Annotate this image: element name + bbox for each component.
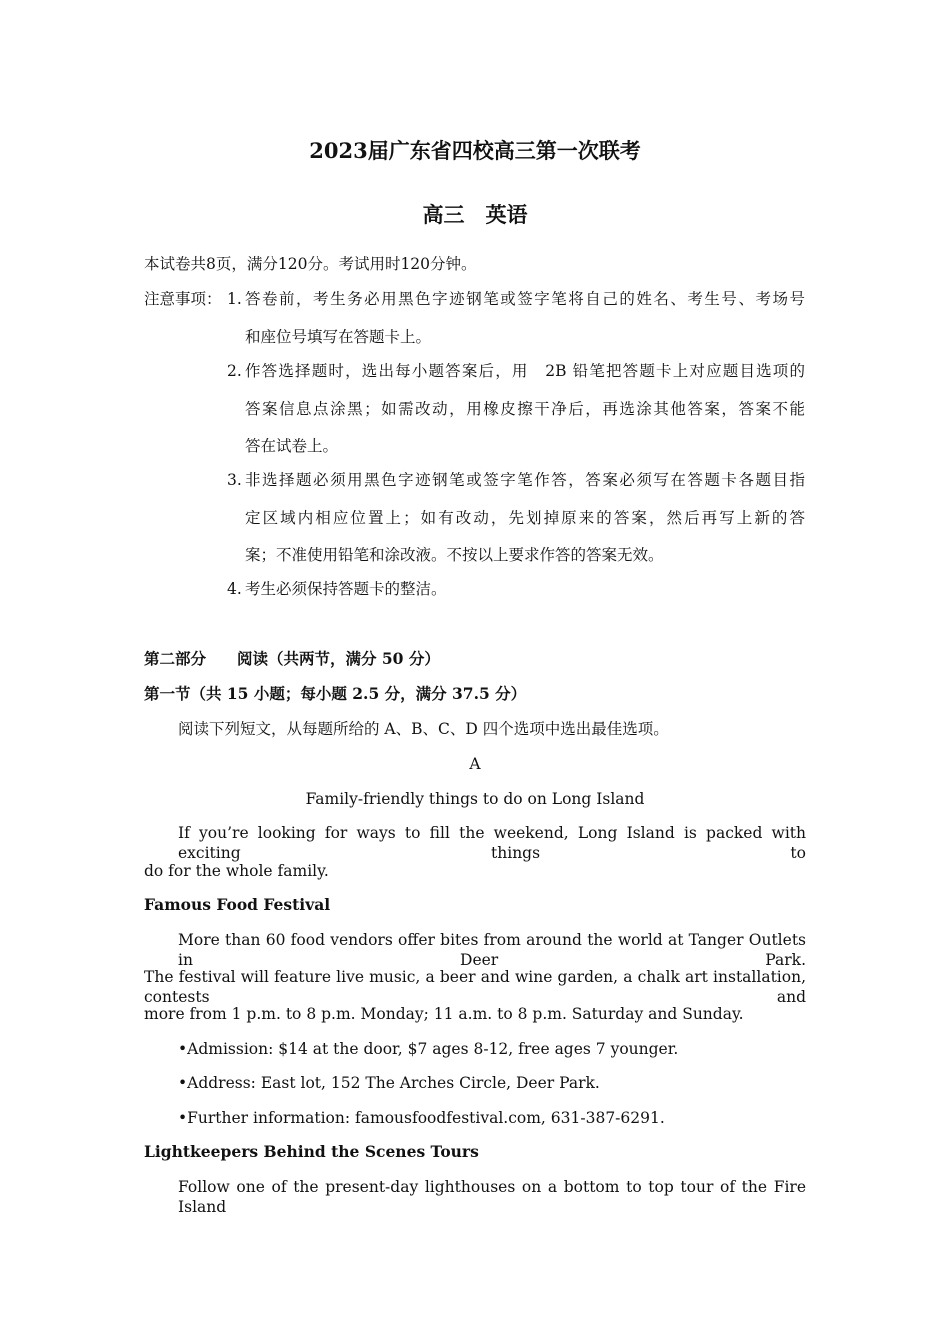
note-number: 1. (227, 290, 242, 308)
section1-heading: 第一节（共 15 小题；每小题 2.5 分，满分 37.5 分） (144, 684, 527, 703)
note-line: 案；不准使用铅笔和涂改液。不按以上要求作答的答案无效。 (245, 546, 664, 564)
note-line: 定区域内相应位置上；如有改动，先划掉原来的答案，然后再写上新的答 (245, 509, 805, 527)
note-line: 和座位号填写在答题卡上。 (245, 328, 432, 346)
event1-line: more from 1 p.m. to 8 p.m. Monday; 11 a.m. to 8 p.m. Saturday and Sunday. (144, 1005, 744, 1023)
event1-heading: Famous Food Festival (144, 895, 331, 914)
passage-letter: A (469, 755, 481, 773)
note-number: 4. (227, 580, 242, 598)
event1-line: More than 60 food vendors offer bites from around the world at Tanger Outlets in Deer Park. (178, 931, 806, 969)
exam-intro: 本试卷共8页，满分120分。考试用时120分钟。 (144, 255, 477, 273)
passage-intro-line: do for the whole family. (144, 862, 329, 880)
note-line: 答卷前，考生务必用黑色字迹钢笔或签字笔将自己的姓名、考生号、考场号 (245, 290, 805, 308)
event2-heading: Lightkeepers Behind the Scenes Tours (144, 1142, 479, 1161)
note-line: 作答选择题时，选出每小题答案后，用 2B 铅笔把答题卡上对应题目选项的 (245, 362, 805, 380)
note-line: 考生必须保持答题卡的整洁。 (245, 580, 447, 598)
event1-info: •Further information: famousfoodfestival.com, 631-387-6291. (178, 1109, 665, 1127)
exam-title: 2023届广东省四校高三第一次联考 (309, 138, 641, 163)
note-number: 3. (227, 471, 242, 489)
passage-intro-line: If you’re looking for ways to fill the weekend, Long Island is packed with exciting things to (178, 824, 806, 862)
event2-line: Follow one of the present-day lighthouses on a bottom to top tour of the Fire Island (178, 1178, 806, 1216)
note-line: 非选择题必须用黑色字迹钢笔或签字笔作答，答案必须写在答题卡各题目指 (245, 471, 805, 489)
event1-address: •Address: East lot, 152 The Arches Circle, Deer Park. (178, 1074, 600, 1092)
note-line: 答案信息点涂黑；如需改动，用橡皮擦干净后，再选涂其他答案，答案不能 (245, 400, 805, 418)
note-line: 答在试卷上。 (245, 437, 339, 455)
note-number: 2. (227, 362, 242, 380)
event1-admission: •Admission: $14 at the door, $7 ages 8-12, free ages 7 younger. (178, 1040, 679, 1058)
subject-title: 高三 英语 (422, 202, 528, 227)
passage-title: Family-friendly things to do on Long Island (305, 790, 645, 808)
part2-heading: 第二部分 阅读（共两节，满分 50 分） (144, 649, 440, 668)
notes-label: 注意事项： (144, 290, 222, 308)
event1-line: The festival will feature live music, a beer and wine garden, a chalk art installation, contests and (144, 968, 806, 1006)
instruction: 阅读下列短文，从每题所给的 A、B、C、D 四个选项中选出最佳选项。 (178, 720, 669, 738)
